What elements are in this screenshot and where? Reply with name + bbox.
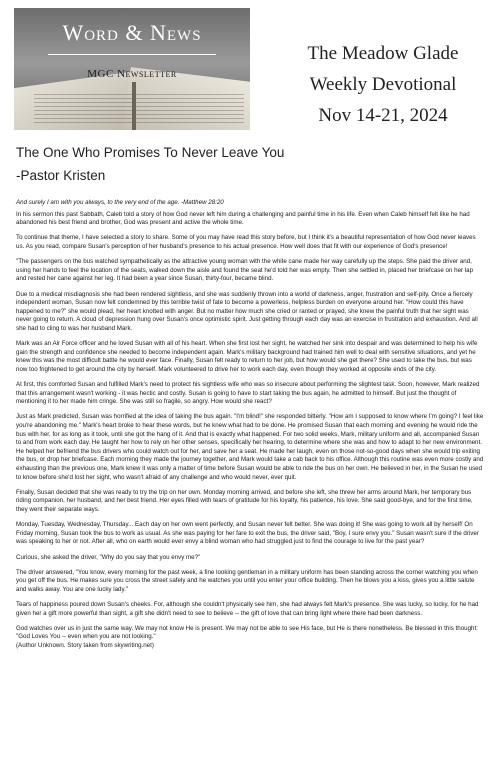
masthead-divider xyxy=(48,54,216,55)
story-credit: (Author Unknown. Story taken from skywriting.net) xyxy=(16,642,154,650)
paragraph: God watches over us in just the same way. We may not know He is present. We may not be able to see His face, but He is there nonetheless. Be blessed in this thought: "God Loves You -- even when you are not looking." xyxy=(16,624,478,641)
book-text-lines xyxy=(34,94,244,124)
paragraph: Monday, Tuesday, Wednesday, Thursday... Each day on her own went perfectly, and Susan never felt better. She was doing it! She was going to work all by herself! On Friday morning, Susan took the bus to work as usual. As she was paying for her fare to exit the bus, the driver said, "Boy, I sure envy you." Susan wasn't sure if the driver was speaking to her or not. After all, who on earth would ever envy a blind woman who had struggled just to find the courage to live for the past year? xyxy=(16,521,479,546)
article-heading xyxy=(16,141,500,187)
paragraph: Curious, she asked the driver, "Why do you say that you envy me?" xyxy=(16,553,201,561)
masthead-title: Word & News xyxy=(62,20,202,45)
devotional-heading xyxy=(276,38,490,131)
paragraph: Tears of happiness poured down Susan's cheeks. For, although she couldn't physically see him, she had always felt Mark's presence. She was lucky, so lucky, for he had given her a gift more powerful than sight, a gift she didn't need to see to believe -- the gift of love that can bring light where there had been darkness. xyxy=(16,601,479,617)
devotional-church: The Meadow Glade xyxy=(307,43,459,64)
paragraph: In his sermon this past Sabbath, Caleb told a story of how God never left him during a challenging and painful time in his life. Even when Caleb himself felt like he had abandoned his best friend and brother, God was present and active the whole time. xyxy=(16,210,470,227)
paragraph: Finally, Susan decided that she was ready to try the trip on her own. Monday morning arrived, and before she left, she threw her arms around Mark, her temporary bus riding companion, her husband, and her best friend. Her eyes filled with tears of gratitude for his loyalty, his patience, his love. She said good-bye, and for the first time, they went their separate ways. xyxy=(16,488,473,513)
book-spine xyxy=(132,82,136,130)
paragraph: Due to a medical misdiagnosis she had been rendered sightless, and she was suddenly thrown into a world of darkness, anger, frustration and self-pity. Once a fiercely independent woman, Susan now felt condemned by this terrible twist of fate to become a powerless, helpless burden on everyone around her. "How could this have happened to me?" she would plead, her heart knotted with anger. But no matter how much she cried or ranted or prayed, she knew the painful truth that her sight was never going to return. A cloud of depression hung over Susan's once optimistic spirit. Just getting through each day was an exercise in frustration and exhaustion. And all she had to cling to was her husband Mark. xyxy=(16,290,478,332)
article-title: The One Who Promises To Never Leave You xyxy=(16,145,285,160)
paragraph: "The passengers on the bus watched sympathetically as the attractive young woman with the white cane made her way carefully up the steps. She paid the driver and, using her hands to feel the location of the seats, walked down the aisle and found the seat he'd told her was empty. Then she settled in, placed her briefcase on her lap and rested her cane against her leg. It had been a year since Susan, thirty-four, became blind. xyxy=(16,258,474,283)
newsletter-header xyxy=(0,0,500,133)
paragraph: The driver answered, "You know, every morning for the past week, a fine looking gentleman in a military uniform has been standing across the corner watching you when you get off the bus. He makes sure you cross the street safely and he watches you until you enter your office building. Then he blows you a kiss, gives you a little salute and walks away. You are one lucky lady." xyxy=(16,568,478,593)
article-author: -Pastor Kristen xyxy=(16,168,106,183)
paragraph: At first, this comforted Susan and fulfilled Mark's need to protect his sightless wife who was so insecure about performing the slightest task. Soon, however, Mark realized that this arrangement wasn't working - it was hectic and costly. Susan is going to have to start taking the bus again, he admitted to himself. But just the thought of mentioning it to her made him cringe. She was still so fragile, so angry. How would she react? xyxy=(16,381,480,406)
newsletter-banner-image xyxy=(14,8,250,130)
devotional-dates: Nov 14-21, 2024 xyxy=(318,105,448,126)
article-body xyxy=(16,199,484,651)
masthead-subtitle: MGC Newsletter xyxy=(87,68,177,80)
paragraph: Mark was an Air Force officer and he loved Susan with all of his heart. When she first lost her sight, he watched her sink into despair and was determined to help his wife gain the strength and confidence she needed to become independent again. Mark's military background had trained him well to deal with sensitive situations, and yet he knew this was the most difficult battle he would ever face. Finally, Susan felt ready to return to her job, but how would she get there? She used to take the bus, but was now too frightened to get around the city by herself. Mark volunteered to drive her to work each day, even though they worked at opposite ends of the city. xyxy=(16,340,478,373)
scripture-verse: And surely I am with you always, to the very end of the age. -Matthew 28:20 xyxy=(16,199,224,206)
paragraph: Just as Mark predicted, Susan was horrified at the idea of taking the bus again. "I'm blind!" she responded bitterly. "How am I supposed to know where I'm going? I feel like you're abandoning me." Mark's heart broke to hear these words, but he knew what had to be done. He promised Susan that each morning and evening he would ride the bus with her, for as long as it took, until she got the hang of it. And that is exactly what happened. For two solid weeks, Mark, military uniform and all, accompanied Susan to and from work each day. He taught her how to rely on her other senses, specifically her hearing, to determine where she was and how to adapt to her new environment. He helped her befriend the bus drivers who could watch out for her, and save her a seat. He made her laugh, even on those not-so-good days when she would trip exiting the bus, or drop her briefcase. Each morning they made the journey together, and Mark would take a cab back to his office. Although this routine was even more costly and exhausting than the previous one, Mark knew it was only a matter of time before Susan would be able to ride the bus on her own. He believed in her, in the Susan he used to know before she'd lost her sight, who wasn't afraid of any challenge and who would never, ever quit. xyxy=(16,413,484,481)
devotional-label: Weekly Devotional xyxy=(309,74,457,95)
paragraph: To continue that theme, I have selected a story to share. Some of you may have read this story before, but I think it's a beautiful representation of how God never leaves us. As you read, compare Susan's perception of her husband's presence to his actual presence. How well does that fit with our experience of God's presence! xyxy=(16,234,476,250)
